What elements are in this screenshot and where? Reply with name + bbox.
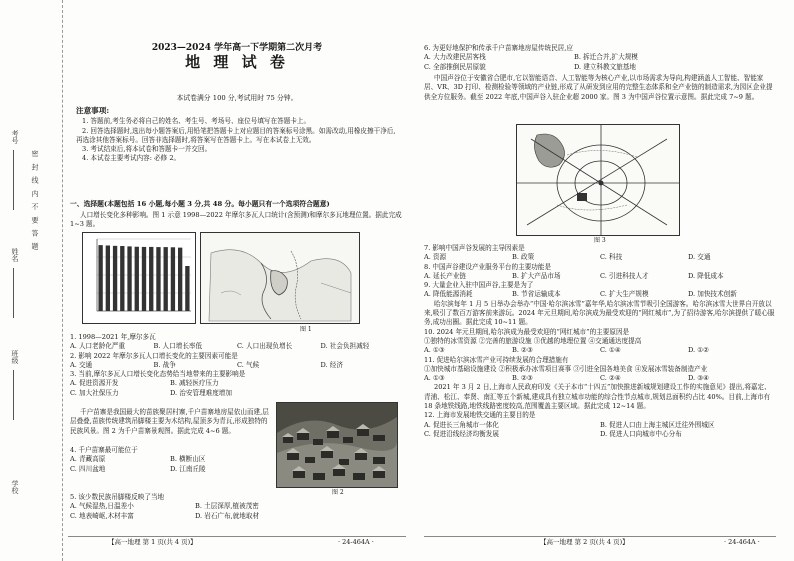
right-column (424, 0, 776, 561)
score-line: 本试卷满分 100 分,考试用时 75 分钟。 (176, 94, 298, 102)
note-item: 4. 本试卷主要考试内容: 必修 2。 (82, 154, 181, 163)
question-5-options (70, 502, 320, 521)
option-b[interactable]: B. 促进人口由上海主城区迁往外围城区 (600, 420, 715, 429)
question-12-options (424, 421, 776, 440)
option-d[interactable]: D. 江南丘陵 (170, 464, 206, 473)
population-bar (98, 245, 102, 311)
question-1-stem: 1. 1998—2021 年,摩尔多瓦 (70, 333, 156, 341)
left-column (68, 0, 406, 561)
question-4 (70, 446, 270, 474)
questions-7-9 (424, 244, 776, 439)
option-d[interactable]: D. 加快技术创新 (688, 290, 737, 299)
question-4-stem: 4. 千户苗寨最可能位于 (70, 446, 138, 454)
option-b[interactable]: B. ②③ (512, 346, 533, 355)
question-11-items: ①加快城市基础设施建设 ②积极承办冰雪项目赛事 ③引进全国各地美食 ④发展冰雪装备制造产业 (424, 364, 708, 373)
figure-1-caption: 图 1 (300, 326, 312, 333)
question-11-stem: 11. 促进哈尔滨冰雪产业可持续发展的合理措施有 (424, 355, 569, 364)
population-bar (178, 248, 182, 311)
population-bar (113, 246, 117, 311)
voice-valley-location-map (516, 124, 680, 236)
seal-line-text: 密 封 线 内 不 要 答 题 (31, 150, 39, 252)
village-drawing (277, 403, 397, 487)
question-6 (424, 44, 776, 72)
question-5-stem: 5. 该少数民族吊脚楼反映了当地 (70, 493, 165, 501)
option-b[interactable]: B. 政策 (512, 253, 535, 262)
option-c[interactable]: C. 促进沿线经济均衡发展 (424, 429, 499, 438)
question-6-options (424, 53, 724, 72)
exam-number-label: 考号 (11, 130, 19, 144)
question-7-stem: 7. 影响中国声谷发展的主导因素是 (424, 244, 525, 252)
question-6-stem: 6. 为更好地保护和传承千户苗寨地房屋传统民居,应 (424, 44, 573, 52)
option-c[interactable]: C. 地表崎岖,木材丰富 (70, 511, 134, 520)
population-bar (106, 245, 110, 311)
footer-code: · 24-464A · (338, 538, 374, 546)
city-map-drawing (517, 125, 679, 235)
population-bar (142, 247, 146, 311)
option-b[interactable]: B. 扩大产品市场 (512, 271, 561, 280)
moldova-location-map (200, 232, 360, 324)
miao-village-photo (276, 402, 398, 488)
option-c[interactable]: C. 引进科技人才 (600, 271, 649, 280)
option-c[interactable]: C. ②④ (600, 374, 621, 383)
population-chart (82, 232, 196, 324)
figure-3-caption: 图 3 (594, 237, 606, 244)
question-2-stem: 2. 影响 2022 年摩尔多瓦人口增长变化的主要因素可能是 (70, 351, 238, 360)
option-c[interactable]: C. 人口出现负增长 (237, 342, 293, 351)
population-bar (135, 247, 139, 311)
section-title: 一、选择题(本题包括 16 小题,每小题 3 分,共 48 分。每小题只有一个选项符合题意) (70, 200, 330, 208)
footer-page-label: 【高一地理 第 1 页(共 4 页)】 (108, 538, 197, 546)
question-9-options (424, 290, 776, 299)
class-label: 班级 (11, 350, 19, 364)
option-a[interactable]: A. ①③ (424, 374, 445, 383)
passage-1: 人口增长变化多种影响。图 1 示意 1998—2022 年摩尔多瓦人口统计(含预测)和摩尔多瓦地理位置。据此完成 1~3 题。 (70, 211, 402, 229)
binding-margin (0, 0, 63, 561)
option-a[interactable]: A. 促进长三角城市一体化 (424, 420, 499, 429)
question-7-options (424, 253, 776, 262)
population-bar (171, 247, 175, 311)
population-bar (185, 266, 189, 311)
question-9-stem: 9. 大量企业入驻中国声谷,主要是为了 (424, 281, 534, 290)
option-c[interactable]: C. ①④ (600, 346, 621, 355)
question-1-options (70, 342, 404, 351)
option-a[interactable]: A. 青藏高原 (70, 455, 106, 464)
option-c[interactable]: C. 科技 (600, 253, 623, 262)
passage-2: 千户苗寨是我国最大的苗族聚居村寨,千户苗寨地房屋依山而建,层层叠叠,苗族传统建筑吊脚楼主要为木结构,屋顶多为青瓦,形成独特的民族风景。图 2 为千户苗寨景观图。据此完成 4~6 题。 (70, 408, 269, 435)
option-c[interactable]: C. 加大社保压力 (70, 388, 119, 397)
footer-rule (68, 536, 406, 537)
option-d[interactable]: D. 岩石广布,就地取材 (195, 511, 260, 520)
question-2-options (70, 361, 404, 370)
population-bar (120, 246, 124, 311)
notes-heading: 注意事项: (76, 106, 110, 115)
question-8-stem: 8. 中国声谷建设产业服务平台的主要功能是 (424, 262, 552, 271)
option-a[interactable]: A. 交通 (70, 360, 93, 369)
option-d[interactable]: D. ①② (688, 346, 710, 355)
class-line (13, 370, 14, 420)
footer-page-label: 【高一地理 第 2 页(共 4 页)】 (540, 538, 629, 546)
note-item: 2. 回答选择题时,选出每小题答案后,用铅笔把答题卡上对应题目的答案标号涂黑。如需改动,用橡皮擦干净后,再选涂其他答案标号。回答非选择题时,将答案写在答题卡上。写在本试卷上无效。 (76, 126, 396, 144)
option-b[interactable]: B. 节省运输成本 (512, 290, 561, 299)
option-b[interactable]: B. 拆迁合并,扩大规模 (574, 53, 638, 62)
option-d[interactable]: D. 降低成本 (688, 271, 724, 280)
option-b[interactable]: B. ②③ (512, 374, 533, 383)
question-10-stem: 10. 2024 年元旦期间,哈尔滨成为最受欢迎的“网红城市”的主要原因是 (424, 327, 630, 336)
figure-2-caption: 图 2 (332, 489, 344, 496)
question-10-options (424, 346, 776, 355)
population-bar (156, 247, 160, 311)
passage-4: 哈尔滨每年 1 月 5 日举办会举办“中国·哈尔滨冰雪”嘉年华,哈尔滨冰雪节吸引全国游客。哈尔滨冰雪大世界自开放以来,吸引了数百万游客前来游玩。2024 年元旦期间,哈尔滨成为最受欢迎的“网红城市”,为了招待游客,哈尔滨提供了暖心服务,成功出圈。据此完成 10~11 题。 (424, 299, 775, 327)
footer-rule (424, 536, 776, 537)
option-c[interactable]: C. 气候 (237, 360, 260, 369)
option-c[interactable]: C. 全部推倒民居原貌 (424, 62, 486, 71)
question-4-options (70, 455, 270, 474)
question-12-stem: 12. 上海市发展地铁交通的主要目的是 (424, 411, 536, 420)
option-a[interactable]: A. 大力改建民居客栈 (424, 53, 486, 62)
option-d[interactable]: D. 交通 (688, 253, 711, 262)
notes-section (76, 106, 402, 164)
option-b[interactable]: B. 横断山区 (170, 455, 206, 464)
passage-5: 2021 年 3 月 2 日,上海市人民政府印发《关于本市“十四五”加快推进新城规划建设工作的实施意见》提出,将嘉定、青浦、松江、奉贤、南汇等五个新城,建成具有独立城市功能的综合性节点城市,规划总面积约占比 40%。目前,上海市有 18 条地铁线路,地铁线路密度较高,范围覆盖主要区域。据此完成 12~14 题。 (424, 383, 771, 411)
option-b[interactable]: B. 土层深厚,植被茂密 (195, 502, 259, 511)
question-3-options (70, 379, 270, 398)
question-3-stem: 3. 当前,摩尔多瓦人口增长变化态势给当地带来的主要影响是 (70, 370, 246, 379)
option-b[interactable]: B. 人口增长率低 (153, 342, 203, 351)
subject-title: 地 理 试 卷 (185, 53, 289, 71)
option-a[interactable]: A. 促进资源开发 (70, 379, 119, 388)
question-5 (70, 493, 404, 521)
option-d[interactable]: D. 治安管理难度增加 (170, 388, 232, 397)
option-a[interactable]: A. 气候湿热,日温差小 (70, 502, 134, 511)
option-c[interactable]: C. 四川盆地 (70, 464, 106, 473)
population-bar (164, 247, 168, 311)
option-b[interactable]: B. 战争 (153, 360, 176, 369)
population-bar-chart (83, 233, 195, 323)
option-d[interactable]: D. 促进人口向城市中心分布 (600, 429, 682, 438)
population-bar (127, 246, 131, 311)
exam-number-line (13, 150, 14, 210)
question-1 (70, 333, 404, 398)
name-line (13, 268, 14, 318)
option-d[interactable]: D. ③④ (688, 374, 710, 383)
option-a[interactable]: A. 人口老龄化严重 (70, 342, 126, 351)
option-a[interactable]: A. ①③ (424, 346, 445, 355)
option-d[interactable]: D. 经济 (320, 360, 343, 369)
option-a[interactable]: A. 延长产业链 (424, 271, 466, 280)
question-10-items: ①独特的冰雪资源 ②完善的旅游设施 ③优越的地理位置 ④交通通达度提高 (424, 336, 642, 345)
option-c[interactable]: C. 扩大生产规模 (600, 290, 649, 299)
option-d[interactable]: D. 建立科教文旅基地 (574, 62, 636, 71)
option-a[interactable]: A. 资源 (424, 253, 447, 262)
option-b[interactable]: B. 减轻医疗压力 (170, 379, 219, 388)
population-bar (149, 247, 153, 311)
note-item: 1. 答题前,考生务必将自己的姓名、考生号、考场号、座位号填写在答题卡上。 (82, 117, 311, 126)
option-a[interactable]: A. 降低能源消耗 (424, 290, 473, 299)
note-item: 3. 考试结束后,将本试卷和答题卡一并交回。 (82, 145, 212, 154)
school-label: 学校 (11, 480, 19, 494)
map-drawing (201, 233, 359, 323)
name-label: 姓名 (11, 248, 19, 262)
option-d[interactable]: D. 社会负担减轻 (320, 342, 370, 351)
exam-title: 2023—2024 学年高一下学期第二次月考 (151, 43, 323, 53)
passage-3: 中国声谷位于安徽省合肥市,它以智能语音、人工智能等为核心产业,以市场需求为导向,构建涵盖人工智能、智能家居、VR、3D 打印、检测检验等领域的产业链,形成了从研发到应用的完整生态体系和全产业链的制造需求,为园区企业提供全方位服务。截至 2022 年底,中国声谷入驻企业超 2000 家。图 3 为中国声谷位置示意图。据此完成 7~9 题。 (424, 74, 773, 101)
question-8-options (424, 272, 776, 281)
footer-code: · 24-464A · (724, 538, 760, 546)
